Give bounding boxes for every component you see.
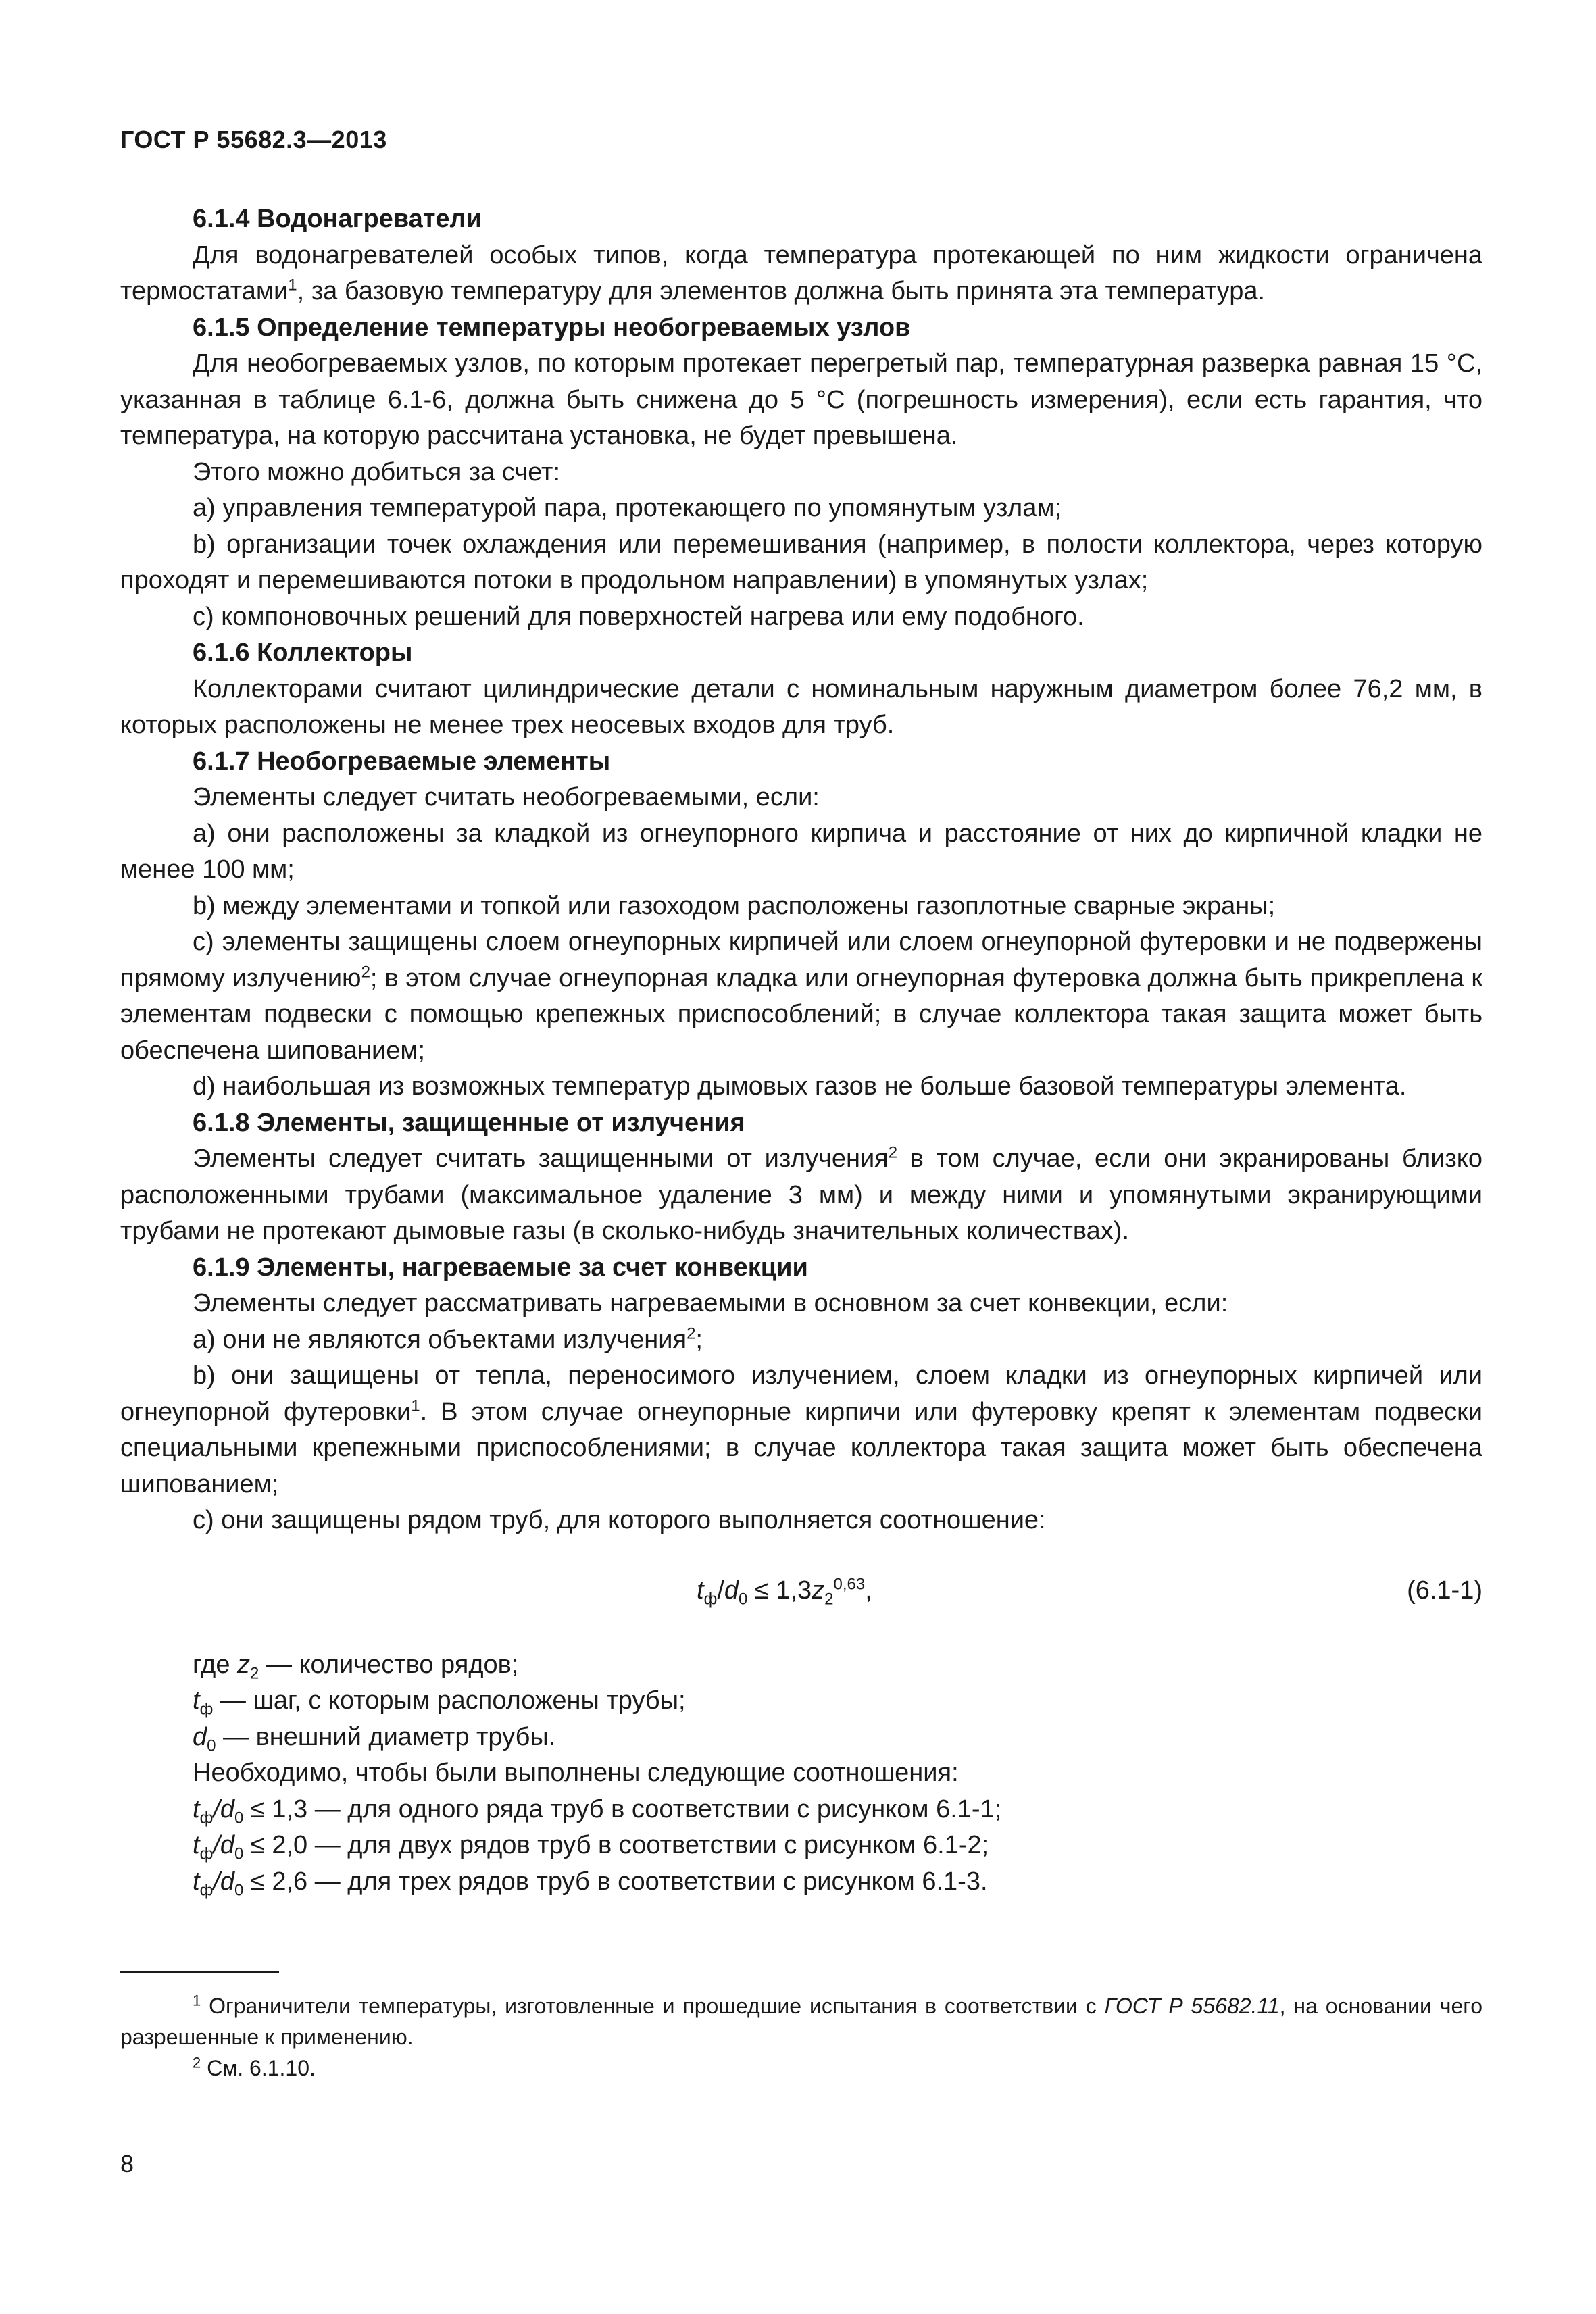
list-item: а) они расположены за кладкой из огнеупорного кирпича и расстояние от них до кирпичной кладки не менее 100 мм;	[120, 819, 1482, 884]
footnote-ref: 1	[288, 276, 297, 295]
definition-d0: $d_0$ — внешний диаметр трубы.	[193, 1722, 556, 1755]
list-item: b) они защищены от тепла, переносимого излучением, слоем кладки из огнеупорных кирпичей или огнеупорной футеровки$^1$. В этом случае огнеупорные кирпичи или футеровку крепят к элементам подвески специальными крепежными приспособлениями; в случае коллектора такая защита может быть обеспечена шипованием;	[120, 1361, 1482, 1499]
document-id-header: ГОСТ Р 55682.3—2013	[120, 126, 387, 153]
main-text	[120, 201, 1482, 1900]
list-item: с) элементы защищены слоем огнеупорных кирпичей или слоем огнеупорной футеровки и не подвержены прямому излучению$^2$; в этом случае огнеупорная кладка или огнеупорная футеровка должна быть прикреплена к элементам подвески с помощью крепежных приспособлений; в случае коллектора такая защита может быть обеспечена шипованием;	[120, 928, 1482, 1065]
paragraph: Элементы следует считать необогреваемыми, если:	[193, 783, 820, 811]
list-item: b) между элементами и топкой или газоходом расположены газоплотные сварные экраны;	[193, 891, 1276, 920]
paragraph: Элементы следует считать защищенными от излучения$^2$ в том случае, если они экранированы близко расположенными трубами (максимальное удаление 3 мм) и между ними и упомянутыми экранирующими трубами не протекают дымовые газы (в сколько-нибудь значительных количествах).	[120, 1143, 1482, 1245]
formula-expression: $t_ф/d_0 \le 1,3z_2^{0,63}$,	[697, 1574, 872, 1609]
list-item: а) они не являются объектами излучения$^2$;	[193, 1324, 703, 1354]
formula-6-1-1	[120, 1539, 1482, 1647]
ratio-condition-2: $t_ф/d_0 \le 2,0$ — для двух рядов труб в соответствии с рисунком 6.1-2;	[193, 1831, 989, 1863]
section-heading-6-1-5: 6.1.5 Определение температуры необогреваемых узлов	[193, 313, 911, 342]
footnote-ref: 2	[687, 1324, 696, 1342]
ratio-condition-3: $t_ф/d_0 \le 2,6$ — для трех рядов труб в соответствии с рисунком 6.1-3.	[193, 1867, 988, 1900]
paragraph: Коллекторами считают цилиндрические детали с номинальным наружным диаметром более 76,2 мм, в которых расположены не менее трех неосевых входов для труб.	[120, 674, 1482, 739]
paragraph: Элементы следует рассматривать нагреваемыми в основном за счет конвекции, если:	[193, 1289, 1228, 1317]
list-item: а) управления температурой пара, протекающего по упомянутым узлам;	[193, 494, 1062, 522]
paragraph: Необходимо, чтобы были выполнены следующие соотношения:	[193, 1759, 959, 1787]
ratio-condition-1: $t_ф/d_0 \le 1,3$ — для одного ряда труб в соответствии с рисунком 6.1-1;	[193, 1794, 1002, 1828]
list-item: b) организации точек охлаждения или перемешивания (например, в полости коллектора, через которую проходят и перемешиваются потоки в продольном направлении) в упомянутых узлах;	[120, 530, 1482, 595]
list-item: d) наибольшая из возможных температур дымовых газов не больше базовой температуры элемента.	[193, 1072, 1407, 1101]
footnote-ref: 2	[361, 962, 370, 981]
footnote-1: $^1$ Ограничители температуры, изготовленные и прошедшие испытания в соответствии с ГОСТ Р 55682.11, на основании чего разрешенные к применению.	[120, 1992, 1483, 2049]
list-item: с) они защищены рядом труб, для которого выполняется соотношение:	[193, 1506, 1046, 1534]
paragraph: Для водонагревателей особых типов, когда температура протекающей по ним жидкости ограничена термостатами$^1$, за базовую температуру для элементов должна быть принята эта температура.	[120, 241, 1482, 305]
section-heading-6-1-6: 6.1.6 Коллекторы	[193, 638, 413, 667]
footnote-divider	[120, 1971, 279, 1973]
definition-z2: где $z_2$ — количество рядов;	[193, 1650, 519, 1683]
definition-t: $t_ф$ — шаг, с которым расположены трубы;	[193, 1686, 686, 1719]
footnotes	[120, 1990, 1482, 2084]
section-heading-6-1-8: 6.1.8 Элементы, защищенные от излучения	[193, 1108, 745, 1137]
paragraph: Этого можно добиться за счет:	[193, 457, 561, 486]
footnote-ref: 2	[888, 1143, 898, 1162]
list-item: с) компоновочных решений для поверхностей нагрева или ему подобного.	[193, 602, 1084, 631]
footnote-ref: 1	[411, 1396, 420, 1415]
footnote-2: $^2$ См. 6.1.10.	[193, 2054, 316, 2080]
formula-number: (6.1-1)	[1407, 1576, 1482, 1605]
paragraph: Для необогреваемых узлов, по которым протекает перегретый пар, температурная разверка равная 15 °С, указанная в таблице 6.1-6, должна быть снижена до 5 °С (погрешность измерения), если есть гарантия, что температура, на которую рассчитана установка, не будет превышена.	[120, 349, 1482, 450]
section-heading-6-1-4: 6.1.4 Водонагреватели	[193, 205, 482, 233]
page-number: 8	[120, 2150, 134, 2178]
section-heading-6-1-7: 6.1.7 Необогреваемые элементы	[193, 747, 611, 776]
section-heading-6-1-9: 6.1.9 Элементы, нагреваемые за счет конвекции	[193, 1253, 808, 1282]
